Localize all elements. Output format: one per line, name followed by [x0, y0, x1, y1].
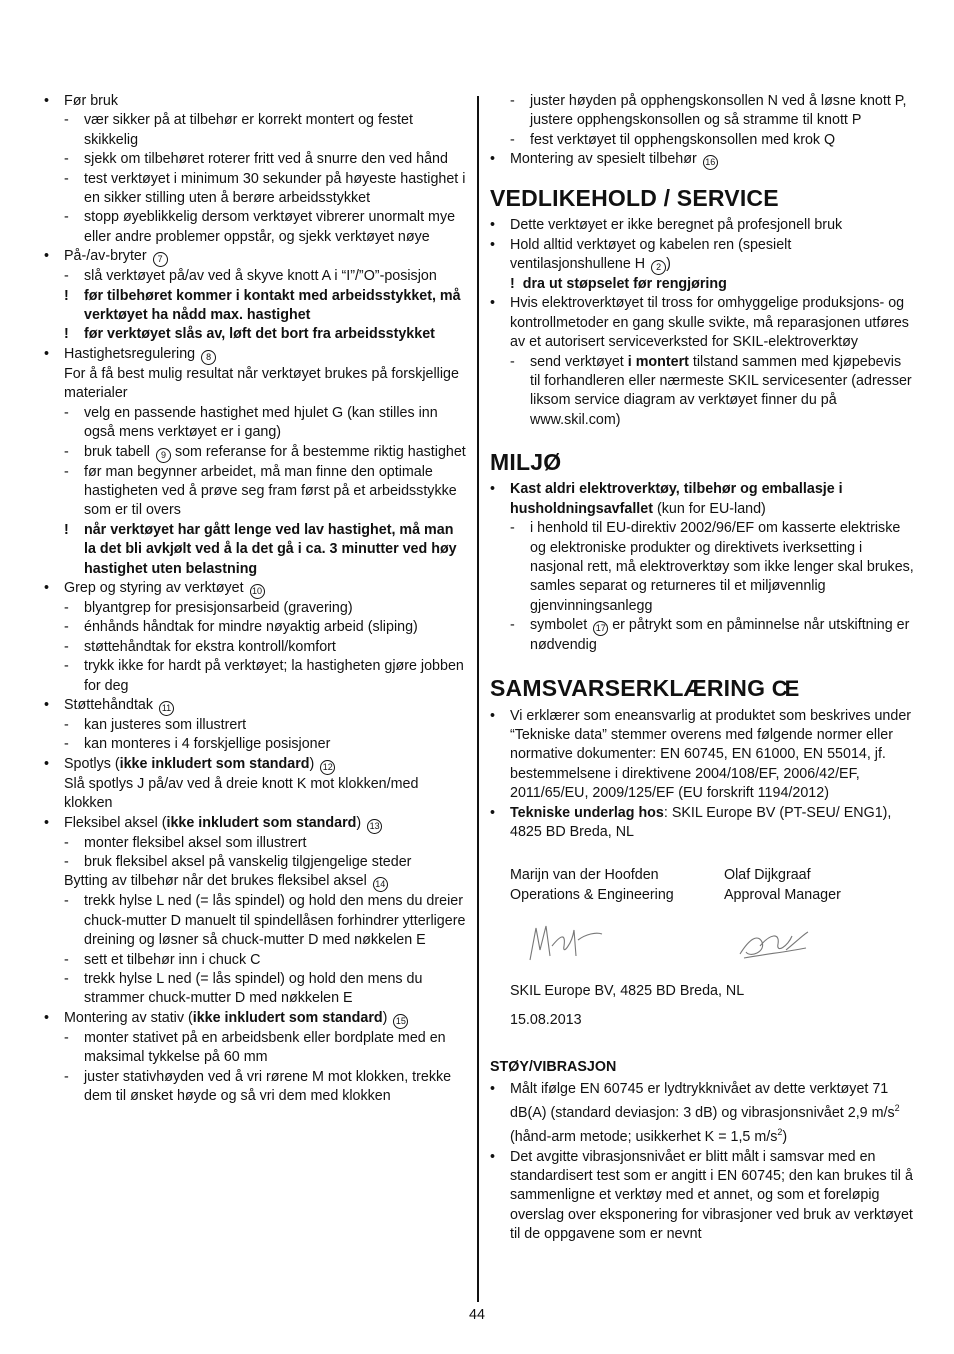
list-item: - juster stativhøyden ved å vri rørene M mot klokken, trekke dem til ønsket høyde og så vri dem med klokken — [64, 1068, 452, 1105]
signatory-role: Operations & Engineering — [510, 886, 674, 903]
sub-item-text: symbolet — [530, 617, 588, 634]
section-heading-conformity — [490, 674, 914, 703]
sub-item-text: monter stativet på en arbeidsbenk eller bordplate med en maksimal tykkelse på 60 mm — [84, 1029, 446, 1066]
list-item: • Spotlys (ikke inkludert som standard) 12 — [44, 755, 468, 775]
item-text: Målt ifølge EN 60745 er lydtrykknivået av dette verktøyet 71 dB(A) (standard deviasjon: 3 dB) og vibrasjonsnivået 2,9 m/s — [510, 1080, 895, 1121]
section-label: På-/av-bryter — [64, 248, 147, 265]
sub-item-text: trykk ikke for hardt på verktøyet; la hastigheten gjøre jobben for deg — [84, 658, 464, 694]
list-item: - bruk fleksibel aksel på vanskelig tilgjengelige steder — [64, 854, 412, 870]
list-item: - støttehåndtak for ekstra kontroll/komfort — [64, 638, 336, 655]
section-label: ) — [309, 755, 315, 772]
sub-item-text: sjekk om tilbehøret roterer fritt ved å snurre den ved hånd — [84, 151, 448, 168]
list-item: - kan monteres i 4 forskjellige posisjoner — [64, 736, 331, 753]
list-item: • Hvis elektroverktøyet til tross for omhyggelige produksjons- og kontrollmetoder en gang skulle svikte, må reparasjonen utføres av et autorisert serviceverksted for SKIL-elektroverktøy — [490, 295, 909, 351]
company-address: SKIL Europe BV, 4825 BD Breda, NL — [510, 983, 745, 1000]
emphasis-text: i montert — [627, 353, 689, 370]
sub-item-text: bruk fleksibel aksel på vanskelig tilgjengelige steder — [84, 854, 412, 870]
paragraph: For å få best mulig resultat når verktøyet brukes på forskjellige materialer — [64, 365, 459, 402]
sub-item-text: trekk hylse L ned (= lås spindel) og hold den mens du strammer chuck-mutter D med nøkkelen E — [84, 971, 423, 1007]
section-label: Støttehåndtak — [64, 696, 154, 713]
list-item: • Vi erklærer som eneansvarlig at produktet som beskrives under “Tekniske data” stemmer overens med følgende normer eller normative dokumenter: EN 60745, EN 61000, EN 55014, jf. bestemmelsene i direktivene 2004/108/EF, 2006/42/EF, 2011/65/EU, 2009/125/EF (EU forskrift 1194/2012) — [490, 707, 912, 802]
signatory-1 — [510, 866, 674, 905]
sub-item-text: fest verktøyet til opphengskonsollen med krok Q — [530, 131, 836, 148]
figure-ref-icon: 14 — [373, 877, 388, 892]
sub-item-text: støttehåndtak for ekstra kontroll/komfort — [84, 638, 336, 655]
sub-item-text: énhånds håndtak for mindre nøyaktig arbeid (sliping) — [84, 619, 418, 636]
emphasis-text: ikke inkludert som standard — [166, 814, 357, 831]
list-item: • Dette verktøyet er ikke beregnet på profesjonell bruk — [490, 217, 843, 234]
figure-ref-icon: 11 — [159, 701, 174, 716]
list-item: • På-/av-bryter 7 — [44, 247, 468, 267]
list-item: - sett et tilbehør inn i chuck C — [64, 951, 261, 968]
sub-item-text: bruk tabell — [84, 443, 150, 460]
list-item: • Montering av spesielt tilbehør 16 — [490, 150, 914, 170]
item-text: Dette verktøyet er ikke beregnet på profesjonell bruk — [510, 217, 843, 234]
column-divider — [477, 96, 479, 1302]
figure-ref-icon: 13 — [367, 819, 382, 834]
list-item: • Målt ifølge EN 60745 er lydtrykknivået av dette verktøyet 71 dB(A) (standard deviasjon: 3 dB) og vibrasjonsnivået 2,9 $m/s^2$ (hånd-arm metode; usikkerhet K = 1,5 $m/s^2$) — [490, 1080, 900, 1146]
sub-item-text: stopp øyeblikkelig dersom verktøyet vibrerer unormalt mye eller andre problemer oppstår, og sjekk verktøyet nøye — [84, 209, 456, 245]
list-item: - kan justeres som illustrert — [64, 716, 247, 733]
sub-item-text: blyantgrep for presisjonsarbeid (gravering) — [84, 599, 353, 616]
signature-1-image — [526, 916, 606, 966]
list-item: - énhånds håndtak for mindre nøyaktig arbeid (sliping) — [64, 619, 418, 636]
sub-item-text: juster stativhøyden ved å vri rørene M mot klokken, trekke dem til ønsket høyde og så vri dem med klokken — [84, 1068, 452, 1105]
page-number: 44 — [469, 1307, 485, 1323]
list-item: • Hold alltid verktøyet og kabelen ren (spesielt ventilasjonshullene H 2 ) — [490, 236, 914, 275]
signatory-role: Approval Manager — [724, 886, 841, 903]
list-item: • Hastighetsregulering 8 — [44, 345, 468, 365]
list-item: - juster høyden på opphengskonsollen N ved å løsne knott P, justere opphengskonsollen og så stramme til knott P — [510, 93, 907, 129]
list-item: - i henhold til EU-direktiv 2002/96/EF om kasserte elektriske og elektroniske produkter og direktivets iverksetting i nasjonal rett, må elektroverktøy som ikke lenger skal brukes, samles separat og returneres til et miljøvennlig gjenvinningsanlegg — [510, 520, 914, 614]
sub-item-text: før man begynner arbeidet, må man finne den optimale hastigheten ved å prøve seg fram først på et arbeidsstykke som er til overs — [84, 463, 457, 519]
list-item: • Grep og styring av verktøyet 10 — [44, 579, 468, 599]
list-item: • Tekniske underlag hos: SKIL Europe BV (PT-SEU/ ENG1), 4825 BD Breda, NL — [490, 804, 892, 840]
list-item: - monter fleksibel aksel som illustrert — [64, 834, 307, 851]
sub-item-text: slå verktøyet på/av ved å skyve knott A i “I”/”O”-posisjon — [84, 268, 437, 285]
list-item: - monter stativet på en arbeidsbenk eller bordplate med en maksimal tykkelse på 60 mm — [64, 1029, 446, 1066]
section-label: Montering av spesielt tilbehør — [510, 151, 697, 168]
list-item: - vær sikker på at tilbehør er korrekt montert og festet skikkelig — [64, 112, 413, 148]
sub-item-text: vær sikker på at tilbehør er korrekt montert og festet skikkelig — [84, 112, 413, 148]
list-item: - bruk tabell 9 som referanse for å bestemme riktig hastighet — [44, 443, 468, 463]
list-item: - før man begynner arbeidet, må man finne den optimale hastigheten ved å prøve seg fram først på et arbeidsstykke som er til overs — [64, 463, 457, 519]
sub-item-text: test verktøyet i minimum 30 sekunder på høyeste hastighet i en sikker stilling uten å berøre arbeidsstykket — [84, 170, 466, 207]
superscript: 2 — [777, 1127, 783, 1138]
figure-ref-icon: 8 — [201, 350, 216, 365]
sub-item-text: kan monteres i 4 forskjellige posisjoner — [84, 736, 331, 753]
warning-text: før verktøyet slås av, løft det bort fra arbeidsstykket — [84, 326, 435, 343]
item-text: ) — [782, 1129, 788, 1146]
figure-ref-icon: 16 — [703, 155, 718, 170]
list-item: - stopp øyeblikkelig dersom verktøyet vibrerer unormalt mye eller andre problemer oppstår, og sjekk verktøyet nøye — [64, 209, 456, 245]
section-heading-noise: STØY/VIBRASJON — [490, 1059, 617, 1076]
emphasis-text: ikke inkludert som standard — [119, 755, 310, 772]
sub-item-text: i henhold til EU-direktiv 2002/96/EF om kasserte elektriske og elektroniske produkter og direktivets iverksetting i nasjonal rett, må elektroverktøy som ikke lenger skal brukes, samles separat og returneres til et miljøvennlig gjenvinningsanlegg — [530, 520, 914, 614]
list-item: - slå verktøyet på/av ved å skyve knott A i “I”/”O”-posisjon — [64, 268, 437, 285]
section-label: ) — [382, 1009, 388, 1026]
section-label: Montering av stativ ( — [64, 1009, 193, 1026]
figure-ref-icon: 10 — [250, 584, 265, 599]
signatory-name: Olaf Dijkgraaf — [724, 867, 811, 884]
warning-item: ! før tilbehøret kommer i kontakt med arbeidsstykket, må verktøyet ha nådd max. hastighet — [64, 287, 461, 324]
figure-ref-icon: 7 — [153, 252, 168, 267]
list-item: • Fleksibel aksel (ikke inkludert som standard) 13 — [44, 814, 468, 834]
warning-text: dra ut støpselet før rengjøring — [522, 276, 727, 293]
ce-mark-icon: CE — [771, 675, 797, 701]
item-text: Det avgitte vibrasjonsnivået er blitt målt i samsvar med en standardisert test som er angitt i EN 60745; den kan brukes til å sammenligne et verktøy med et annet, og som et foreløpig overslag over eksponering for vibrasjoner ved bruk av verktøyet til de oppgavene som er nevnt — [510, 1148, 913, 1243]
list-item: - trekk hylse L ned (= lås spindel) og hold den mens du strammer chuck-mutter D med nøkkelen E — [64, 971, 423, 1007]
paragraph — [44, 872, 468, 892]
warning-item: ! dra ut støpselet før rengjøring — [510, 276, 727, 293]
list-item: - trekk hylse L ned (= lås spindel) og hold den mens du dreier chuck-mutter D manuelt til spindellåsen forhindrer ytterligere dreining og løsner så chuck-mutter D med nøkkelen E — [64, 893, 466, 949]
section-heading-environment: MILJØ — [490, 449, 562, 476]
sub-item-text: tilstand sammen med kjøpebevis til forhandleren eller nærmeste SKIL servicesenter (adresser liksom service diagram av verktøyet finner du på www.skil.com) — [530, 353, 912, 428]
sub-item-text: juster høyden på opphengskonsollen N ved å løsne knott P, justere opphengskonsollen og så stramme til knott P — [530, 93, 907, 129]
list-item: - sjekk om tilbehøret roterer fritt ved å snurre den ved hånd — [64, 151, 448, 168]
warning-text: når verktøyet har gått lenge ved lav hastighet, må man la det bli avkjølt ved å la det gå i ca. 3 minutter ved høy hastighet uten belastning — [84, 521, 457, 577]
list-item: - fest verktøyet til opphengskonsollen med krok Q — [510, 131, 836, 148]
figure-ref-icon: 2 — [651, 260, 666, 275]
sub-item-text: send verktøyet — [530, 353, 624, 370]
section-label: ) — [356, 814, 362, 831]
list-item: - test verktøyet i minimum 30 sekunder på høyeste hastighet i en sikker stilling uten å berøre arbeidsstykket — [64, 170, 466, 207]
item-text: Hvis elektroverktøyet til tross for omhyggelige produksjons- og kontrollmetoder en gang skulle svikte, må reparasjonen utføres av et autorisert serviceverksted for SKIL-elektroverktøy — [510, 295, 909, 351]
right-column — [490, 92, 914, 1245]
list-item: - send verktøyet i montert tilstand sammen med kjøpebevis til forhandleren eller nærmeste SKIL servicesenter (adresser liksom service diagram av verktøyet finner du på www.skil.com) — [510, 353, 912, 428]
section-label: Spotlys ( — [64, 755, 120, 772]
sub-item-text: monter fleksibel aksel som illustrert — [84, 834, 307, 851]
list-item: • Det avgitte vibrasjonsnivået er blitt målt i samsvar med en standardisert test som er angitt i EN 60745; den kan brukes til å sammenligne et verktøy med et annet, og som et foreløpig overslag over eksponering for vibrasjoner ved bruk av verktøyet til de oppgavene som er nevnt — [490, 1148, 913, 1243]
section-label: Grep og styring av verktøyet — [64, 579, 244, 596]
figure-ref-icon: 12 — [320, 760, 335, 775]
signature-2-image — [736, 924, 812, 964]
section-label: Før bruk — [64, 93, 119, 109]
list-item: • Montering av stativ (ikke inkludert som standard) 15 — [44, 1009, 468, 1029]
list-item: - trykk ikke for hardt på verktøyet; la hastigheten gjøre jobben for deg — [64, 658, 464, 694]
sub-item-text: er påtrykt som en påminnelse når utskiftning er nødvendig — [530, 617, 910, 654]
item-text: (hånd-arm metode; usikkerhet K = 1,5 m/s — [510, 1129, 778, 1146]
list-item: - blyantgrep for presisjonsarbeid (gravering) — [64, 599, 353, 616]
section-heading-maintenance: VEDLIKEHOLD / SERVICE — [490, 185, 779, 212]
heading-text: SAMSVARSERKLÆRING — [490, 674, 766, 701]
figure-ref-icon: 9 — [156, 448, 171, 463]
paragraph: Slå spotlys J på/av ved å dreie knott K mot klokken/med klokken — [64, 775, 419, 812]
superscript: 2 — [894, 1103, 900, 1114]
emphasis-text: Kast aldri elektroverktøy, tilbehør og emballasje i husholdningsavfallet — [510, 481, 843, 517]
emphasis-text: ikke inkludert som standard — [192, 1009, 383, 1026]
paragraph-text: Bytting av tilbehør når det brukes fleksibel aksel — [64, 873, 367, 890]
item-text: ) — [666, 256, 671, 273]
warning-item: ! når verktøyet har gått lenge ved lav hastighet, må man la det bli avkjølt ved å la det gå i ca. 3 minutter ved høy hastighet uten belastning — [64, 521, 457, 577]
list-item: • Kast aldri elektroverktøy, tilbehør og emballasje i husholdningsavfallet (kun for EU-land) — [490, 481, 843, 517]
item-text: : SKIL Europe BV (PT-SEU/ ENG1), 4825 BD Breda, NL — [510, 804, 892, 840]
list-item: - velg en passende hastighet med hjulet G (kan stilles inn også mens verktøyet er i gang) — [64, 404, 438, 441]
sub-item-text: kan justeres som illustrert — [84, 716, 247, 733]
figure-ref-icon: 17 — [593, 621, 608, 636]
signature-block — [490, 842, 914, 1052]
section-label: Fleksibel aksel ( — [64, 814, 167, 831]
left-column — [44, 92, 468, 1106]
figure-ref-icon: 15 — [393, 1014, 408, 1029]
list-item: • Før bruk — [44, 93, 119, 109]
item-text: Vi erklærer som eneansvarlig at produktet som beskrives under “Tekniske data” stemmer overens med følgende normer eller normative dokumenter: EN 60745, EN 61000, EN 55014, jf. bestemmelsene i direktivene 2004/108/EF, 2006/42/EF, 2011/65/EU, 2009/125/EF (EU forskrift 1194/2012) — [510, 707, 912, 802]
item-text: Hold alltid verktøyet og kabelen ren (spesielt ventilasjonshullene H — [510, 236, 792, 273]
item-text: (kun for EU-land) — [656, 500, 766, 517]
sub-item-text: trekk hylse L ned (= lås spindel) og hold den mens du dreier chuck-mutter D manuelt til spindellåsen forhindrer ytterligere dreining og løsner så chuck-mutter D med nøkkelen E — [84, 893, 466, 949]
sub-item-text: som referanse for å bestemme riktig hastighet — [174, 443, 466, 460]
signatory-name: Marijn van der Hoofden — [510, 867, 659, 884]
declaration-date: 15.08.2013 — [510, 1012, 582, 1029]
section-label: Hastighetsregulering — [64, 345, 196, 362]
list-item: - symbolet 17 er påtrykt som en påminnelse når utskiftning er nødvendig — [510, 617, 910, 654]
sub-item-text: sett et tilbehør inn i chuck C — [84, 951, 261, 968]
sub-item-text: velg en passende hastighet med hjulet G (kan stilles inn også mens verktøyet er i gang) — [84, 404, 438, 441]
list-item: • Støttehåndtak 11 — [44, 696, 468, 716]
emphasis-text: Tekniske underlag hos — [510, 804, 664, 821]
signatory-2 — [724, 866, 841, 905]
warning-item: ! før verktøyet slås av, løft det bort fra arbeidsstykket — [64, 326, 435, 343]
warning-text: før tilbehøret kommer i kontakt med arbeidsstykket, må verktøyet ha nådd max. hastighet — [84, 287, 461, 324]
